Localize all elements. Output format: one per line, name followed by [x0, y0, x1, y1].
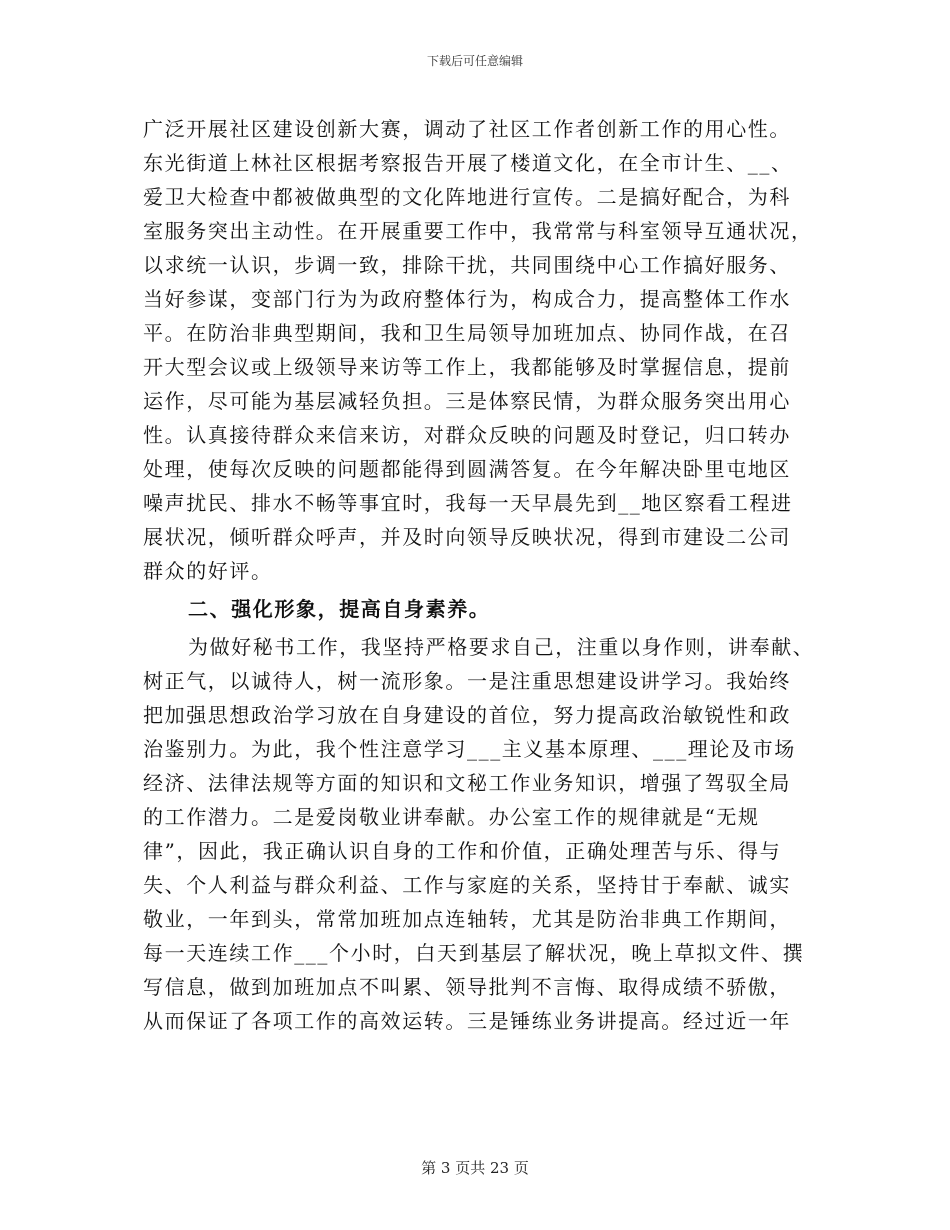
- page-footer: 第 3 页共 23 页: [421, 1159, 529, 1177]
- section-heading: 二、强化形象，提高自身素养。: [188, 597, 491, 621]
- body-line: 噪声扰民、排水不畅等事宜时，我每一天早晨先到__地区察看工程进: [143, 491, 793, 515]
- body-line: 敬业，一年到头，常常加班加点连轴转，尤其是防治非典工作期间，: [143, 907, 791, 931]
- page-header: 下载后可任意编辑: [426, 54, 523, 68]
- body-line: 治鉴别力。为此，我个性注意学习___主义基本原理、___理论及市场: [143, 737, 796, 761]
- body-line: 群众的好评。: [143, 559, 273, 583]
- body-line: 树正气，以诚待人，树一流形象。一是注重思想建设讲学习。我始终: [143, 669, 791, 693]
- body-line: 爱卫大检查中都被做典型的文化阵地进行宣传。二是搞好配合，为科: [143, 185, 791, 209]
- body-line: 平。在防治非典型期间，我和卫生局领导加班加点、协同作战，在召: [143, 321, 791, 345]
- body-line: 广泛开展社区建设创新大赛，调动了社区工作者创新工作的用心性。: [143, 117, 791, 141]
- body-line: 性。认真接待群众来信来访，对群众反映的问题及时登记，归口转办: [143, 423, 791, 447]
- body-line: 东光街道上林社区根据考察报告开展了楼道文化，在全市计生、__、: [143, 151, 793, 175]
- body-line: 经济、法律法规等方面的知识和文秘工作业务知识，增强了驾驭全局: [143, 771, 791, 795]
- body-line: 把加强思想政治学习放在自身建设的首位，努力提高政治敏锐性和政: [143, 703, 791, 727]
- body-line: 每一天连续工作___个小时，白天到基层了解状况，晚上草拟文件、撰: [143, 941, 805, 965]
- body-line: 从而保证了各项工作的高效运转。三是锤练业务讲提高。经过近一年: [143, 1009, 791, 1033]
- body-line: 开大型会议或上级领导来访等工作上，我都能够及时掌握信息，提前: [143, 355, 791, 379]
- body-line: 室服务突出主动性。在开展重要工作中，我常常与科室领导互通状况，: [143, 219, 813, 243]
- body-line: 当好参谋，变部门行为为政府整体行为，构成合力，提高整体工作水: [143, 287, 791, 311]
- body-line: 写信息，做到加班加点不叫累、领导批判不言悔、取得成绩不骄傲，: [143, 975, 791, 999]
- body-line: 处理，使每次反映的问题都能得到圆满答复。在今年解决卧里屯地区: [143, 457, 791, 481]
- body-line: 运作，尽可能为基层减轻负担。三是体察民情，为群众服务突出用心: [143, 389, 791, 413]
- body-line: 律”，因此，我正确认识自身的工作和价值，正确处理苦与乐、得与: [143, 839, 782, 863]
- body-line: 失、个人利益与群众利益、工作与家庭的关系，坚持甘于奉献、诚实: [143, 873, 791, 897]
- body-line: 为做好秘书工作，我坚持严格要求自己，注重以身作则，讲奉献、: [188, 635, 815, 659]
- body-line: 以求统一认识，步调一致，排除干扰，共同围绕中心工作搞好服务、: [143, 253, 791, 277]
- body-line: 的工作潜力。二是爱岗敬业讲奉献。办公室工作的规律就是“无规: [143, 805, 760, 829]
- body-line: 展状况，倾听群众呼声，并及时向领导反映状况，得到市建设二公司: [143, 525, 791, 549]
